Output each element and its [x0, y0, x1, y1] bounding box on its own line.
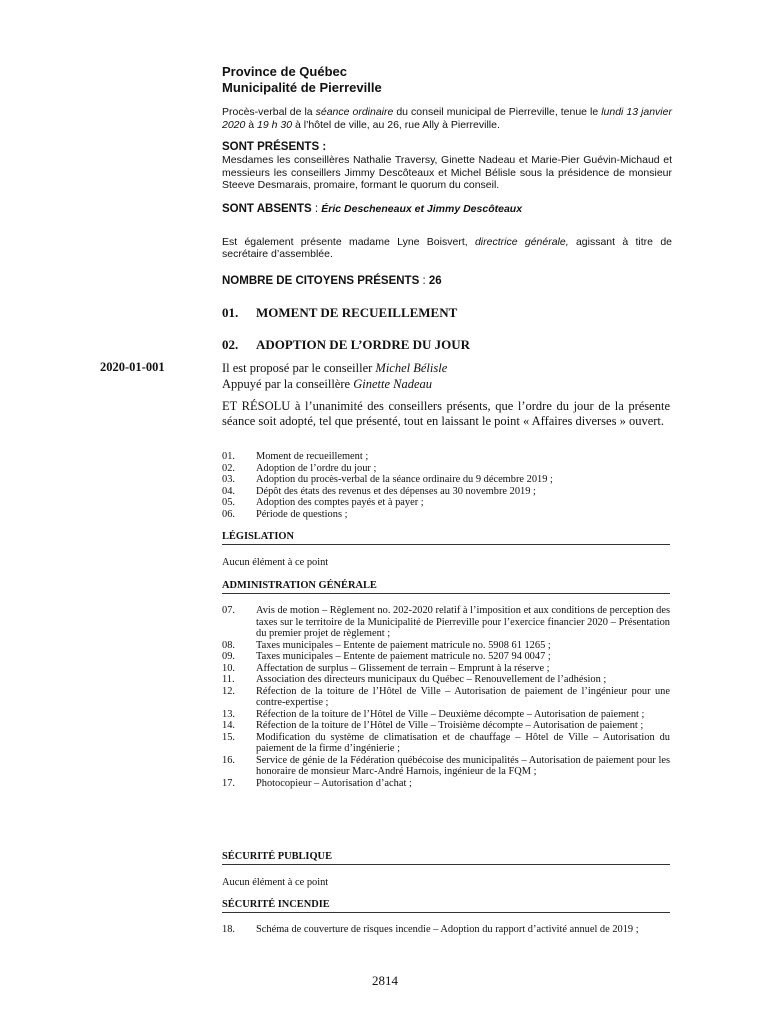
legislation-heading: LÉGISLATION	[222, 531, 670, 545]
list-item: 10. Affectation de surplus – Glissement de terrain – Emprunt à la réserve ;	[222, 662, 550, 674]
resolution-number: 2020-01-001	[100, 360, 165, 374]
list-item: 07. Avis de motion – Règlement no. 202-2020 relatif à l’imposition et aux conditions de perception des taxes sur le territoire de la Municipalité de Pierreville pour l’exercice financier 2020 – Présentation du premier projet de règlement ;	[222, 605, 670, 639]
public-security-none: Aucun élément à ce point	[222, 877, 329, 888]
list-item: 15. Modification du système de climatisation et de chauffage – Hôtel de Ville – Autorisation du paiement de la firme d’ingénierie ;	[222, 731, 670, 754]
absents-line: SONT ABSENTS : Éric Descheneaux et Jimmy Descôteaux	[222, 202, 523, 215]
minutes-header	[222, 64, 672, 287]
list-item: 08. Taxes municipales – Entente de paiement matricule no. 5908 61 1265 ;	[222, 639, 551, 651]
secretary-note: Est également présente madame Lyne Boisvert, directrice générale, agissant à titre de secrétaire d’assemblée.	[222, 235, 672, 261]
admin-list	[222, 605, 670, 789]
fire-security-list	[222, 924, 670, 936]
public-security-heading: SÉCURITÉ PUBLIQUE	[222, 851, 670, 865]
proposed-by: Il est proposé par le conseiller Michel Bélisle	[222, 361, 448, 375]
citizens-label: NOMBRE DE CITOYENS PRÉSENTS	[222, 274, 420, 287]
seconded-by: Appuyé par la conseillère Ginette Nadeau	[222, 377, 433, 391]
list-item: 18. Schéma de couverture de risques incendie – Adoption du rapport d’activité annuel de 2019 ;	[222, 924, 639, 935]
presents-heading: SONT PRÉSENTS :	[222, 141, 327, 153]
list-item: 09. Taxes municipales – Entente de paiement matricule no. 5207 94 0047 ;	[222, 651, 551, 662]
agenda-list-main	[222, 451, 670, 520]
province-title: Province de Québec	[222, 64, 347, 79]
list-item: 04. Dépôt des états des revenus et des dépenses au 30 novembre 2019 ;	[222, 485, 536, 497]
meeting-intro: Procès-verbal de la séance ordinaire du conseil municipal de Pierreville, tenue le lundi 13 janvier 2020 à 19 h 30 à l’hôtel de ville, au 26, rue Ally à Pierreville.	[222, 106, 672, 131]
list-item: 14. Réfection de la toiture de l’Hôtel de Ville – Troisième décompte – Autorisation de paiement ;	[222, 720, 644, 731]
legislation-none: Aucun élément à ce point	[222, 557, 329, 568]
list-item: 16. Service de génie de la Fédération québécoise des municipalités – Autorisation de paiement pour les honoraire de monsieur Marc-André Harnois, ingénieur de la FQM ;	[222, 754, 670, 777]
list-item: 06. Période de questions ;	[222, 508, 348, 520]
section-heading-01: 01. MOMENT DE RECUEILLEMENT	[222, 305, 458, 320]
list-item: 01. Moment de recueillement ;	[222, 451, 369, 462]
list-item: 13. Réfection de la toiture de l’Hôtel de Ville – Deuxième décompte – Autorisation de paiement ;	[222, 708, 645, 720]
list-item: 05. Adoption des comptes payés et à payer ;	[222, 497, 424, 508]
presents-text: Mesdames les conseillères Nathalie Traversy, Ginette Nadeau et Marie-Pier Guévin-Michaud et messieurs les conseillers Jimmy Descôteaux et Michel Bélisle sous la présidence de monsieur Steeve Desmarais, promaire, formant le quorum du conseil.	[222, 154, 672, 192]
municipality-title: Municipalité de Pierreville	[222, 80, 382, 95]
absents-heading: SONT ABSENTS	[222, 202, 312, 215]
list-item: 02. Adoption de l’ordre du jour ;	[222, 462, 377, 474]
admin-heading: ADMINISTRATION GÉNÉRALE	[222, 580, 670, 594]
resolution-text: ET RÉSOLU à l’unanimité des conseillers présents, que l’ordre du jour de la présente séance soit adopté, tel que présenté, tout en laissant le point « Affaires diverses » ouvert.	[222, 399, 670, 428]
list-item: 11. Association des directeurs municipaux du Québec – Renouvellement de l’adhésion ;	[222, 674, 607, 685]
resolution-mover	[222, 360, 447, 392]
absents-names: Éric Descheneaux et Jimmy Descôteaux	[321, 202, 523, 215]
list-item: 17. Photocopieur – Autorisation d’achat ;	[222, 777, 412, 789]
section-heading-02: 02. ADOPTION DE L’ORDRE DU JOUR	[222, 337, 471, 352]
list-item: 03. Adoption du procès-verbal de la séance ordinaire du 9 décembre 2019 ;	[222, 474, 553, 485]
page-number: 2814	[372, 973, 398, 988]
citizens-count-line: NOMBRE DE CITOYENS PRÉSENTS : 26	[222, 274, 442, 287]
list-item: 12. Réfection de la toiture de l’Hôtel de Ville – Autorisation de paiement de l’ingénieur pour une contre-expertise ;	[222, 685, 670, 708]
citizens-count: 26	[428, 274, 442, 287]
fire-security-heading: SÉCURITÉ INCENDIE	[222, 899, 670, 913]
